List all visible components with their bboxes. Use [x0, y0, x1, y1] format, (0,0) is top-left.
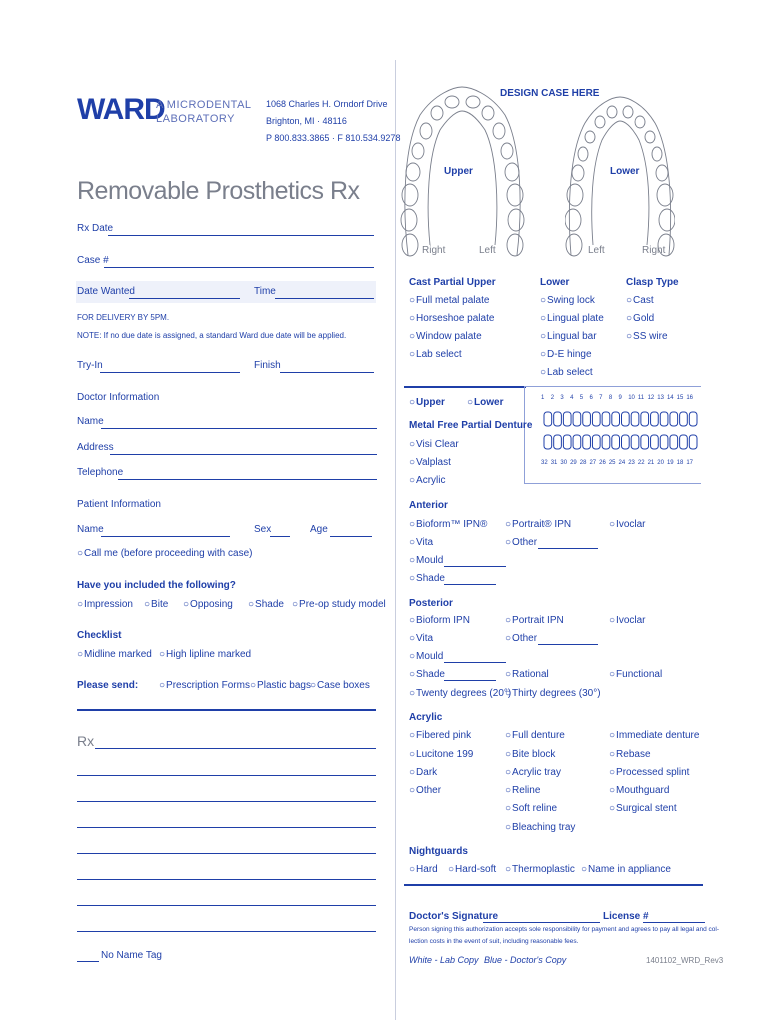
case-number-label: Case # [77, 255, 109, 266]
bite-checkbox[interactable]: ○ Bite [144, 599, 168, 610]
disclaimer-line-2: lection costs in the event of suit, including reasonable fees. [409, 938, 579, 945]
visi-clear-checkbox[interactable]: ○ Visi Clear [409, 439, 459, 450]
call-me-checkbox[interactable]: ○ Call me (before proceeding with case) [77, 548, 252, 559]
dark-checkbox[interactable]: ○ Dark [409, 767, 437, 778]
upper-tooth-number-9: 9 [618, 395, 622, 401]
rx-divider [77, 709, 376, 711]
page-title: Removable Prosthetics Rx [77, 177, 360, 205]
posterior-shade-checkbox[interactable]: ○ Shade [409, 669, 445, 680]
lower-tooth-17[interactable] [689, 435, 697, 449]
upper-tooth-number-13: 13 [657, 395, 664, 401]
finish-label: Finish [254, 360, 281, 371]
acrylic-tray-checkbox[interactable]: ○ Acrylic tray [505, 767, 561, 778]
upper-tooth-15[interactable] [680, 412, 688, 426]
case-number-field[interactable] [104, 267, 374, 268]
anterior-other-field[interactable] [538, 548, 598, 549]
doctor-name-field[interactable] [101, 428, 377, 429]
de-hinge-checkbox[interactable]: ○ D-E hinge [540, 349, 592, 360]
functional-checkbox[interactable]: ○ Functional [609, 669, 662, 680]
lower-tooth-number-18: 18 [676, 460, 684, 466]
upper-tooth-12[interactable] [651, 412, 659, 426]
valplast-checkbox[interactable]: ○ Valplast [409, 457, 451, 468]
metal-free-upper-checkbox[interactable]: ○ Upper [409, 397, 445, 408]
processed-splint-checkbox[interactable]: ○ Processed splint [609, 767, 689, 778]
tooth-chart[interactable] [543, 410, 698, 455]
logo-tagline-1: A MICRODENTAL [156, 99, 252, 111]
doctor-name-label: Name [77, 416, 104, 427]
shade-checkbox[interactable]: ○ Shade [248, 599, 284, 610]
checklist-heading: Checklist [77, 630, 122, 641]
clasp-gold-checkbox[interactable]: ○ Gold [626, 313, 654, 324]
posterior-shade-field[interactable] [444, 680, 496, 681]
acrylic-heading: Acrylic [409, 712, 443, 723]
posterior-heading: Posterior [409, 598, 453, 609]
lower-tooth-32[interactable] [544, 435, 552, 449]
upper-tooth-11[interactable] [641, 412, 649, 426]
posterior-other-field[interactable] [538, 644, 598, 645]
form-number: 1401102_WRD_Rev3 [646, 956, 724, 965]
upper-tooth-14[interactable] [670, 412, 678, 426]
anterior-other-checkbox[interactable]: ○ Other [505, 537, 537, 548]
doctor-address-field[interactable] [110, 454, 377, 455]
upper-tooth-6[interactable] [592, 412, 600, 426]
lower-tooth-number-28: 28 [579, 460, 587, 466]
anterior-shade-checkbox[interactable]: ○ Shade [409, 573, 445, 584]
date-wanted-field[interactable] [129, 298, 240, 299]
reline-checkbox[interactable]: ○ Reline [505, 785, 540, 796]
upper-tooth-number-7: 7 [599, 395, 603, 401]
swing-lock-checkbox[interactable]: ○ Swing lock [540, 295, 595, 306]
sex-field[interactable] [270, 536, 290, 537]
lower-tooth-number-19: 19 [666, 460, 674, 466]
full-denture-checkbox[interactable]: ○ Full denture [505, 730, 565, 741]
upper-tooth-7[interactable] [602, 412, 610, 426]
posterior-ivoclar-checkbox[interactable]: ○ Ivoclar [609, 615, 646, 626]
upper-tooth-number-15: 15 [676, 395, 684, 401]
column-divider [395, 60, 396, 1020]
lower-tooth-19[interactable] [670, 435, 678, 449]
upper-tooth-4[interactable] [573, 412, 581, 426]
anterior-shade-field[interactable] [444, 584, 496, 585]
lower-tooth-23[interactable] [631, 435, 639, 449]
doctor-telephone-field[interactable] [118, 479, 377, 480]
upper-arch-label: Upper [444, 166, 473, 177]
lower-tooth-number-21: 21 [647, 460, 655, 466]
lower-tooth-24[interactable] [622, 435, 630, 449]
acrylic-other-checkbox[interactable]: ○ Other [409, 785, 441, 796]
lower-tooth-number-25: 25 [608, 460, 616, 466]
upper-tooth-numbers [541, 395, 696, 405]
lower-arch-diagram [565, 95, 675, 265]
cast-partial-upper-heading: Cast Partial Upper [409, 277, 496, 288]
upper-tooth-number-4: 4 [570, 395, 574, 401]
posterior-mould-checkbox[interactable]: ○ Mould [409, 651, 443, 662]
lower-left-label: Left [588, 245, 605, 256]
lower-tooth-31[interactable] [554, 435, 562, 449]
finish-field[interactable] [280, 372, 374, 373]
lipline-checkbox[interactable]: ○ High lipline marked [159, 649, 251, 660]
lingual-bar-checkbox[interactable]: ○ Lingual bar [540, 331, 597, 342]
rebase-checkbox[interactable]: ○ Rebase [609, 749, 651, 760]
anterior-bioform-checkbox[interactable]: ○ Bioform™ IPN® [409, 519, 487, 530]
anterior-mould-checkbox[interactable]: ○ Mould [409, 555, 443, 566]
anterior-portrait-checkbox[interactable]: ○ Portrait® IPN [505, 519, 571, 530]
window-palate-checkbox[interactable]: ○ Window palate [409, 331, 482, 342]
impression-checkbox[interactable]: ○ Impression [77, 599, 133, 610]
upper-tooth-9[interactable] [622, 412, 630, 426]
lower-tooth-number-27: 27 [589, 460, 597, 466]
lower-tooth-number-31: 31 [550, 460, 558, 466]
patient-name-label: Name [77, 524, 104, 535]
acrylic-mf-checkbox[interactable]: ○ Acrylic [409, 475, 446, 486]
upper-right-label: Right [422, 245, 446, 256]
posterior-vita-checkbox[interactable]: ○ Vita [409, 633, 433, 644]
disclaimer-line-1: Person signing this authorization accepts sole responsibility for payment and agrees to pay all legal and col- [409, 926, 720, 933]
pre-op-checkbox[interactable]: ○ Pre-op study model [292, 599, 386, 610]
anterior-heading: Anterior [409, 500, 448, 511]
anterior-mould-field[interactable] [444, 566, 506, 567]
upper-tooth-number-10: 10 [628, 395, 635, 401]
upper-tooth-3[interactable] [563, 412, 571, 426]
hard-checkbox[interactable]: ○ Hard [409, 864, 438, 875]
license-field[interactable] [643, 922, 705, 923]
date-wanted-label: Date Wanted [77, 286, 135, 297]
lower-tooth-number-17: 17 [686, 460, 693, 466]
logo-tagline-2: LABORATORY [156, 113, 235, 125]
lower-tooth-number-24: 24 [618, 460, 626, 466]
clasp-type-heading: Clasp Type [626, 277, 679, 288]
lower-tooth-20[interactable] [660, 435, 668, 449]
bleaching-tray-checkbox[interactable]: ○ Bleaching tray [505, 822, 575, 833]
fibered-pink-checkbox[interactable]: ○ Fibered pink [409, 730, 471, 741]
upper-tooth-number-5: 5 [579, 395, 584, 401]
time-label: Time [254, 286, 276, 297]
lower-tooth-numbers [541, 460, 696, 470]
opposing-checkbox[interactable]: ○ Opposing [183, 599, 233, 610]
upper-left-label: Left [479, 245, 496, 256]
upper-tooth-number-2: 2 [550, 395, 555, 401]
rx-label: Rx [77, 733, 95, 749]
prescription-forms-checkbox[interactable]: ○ Prescription Forms [159, 680, 250, 691]
upper-tooth-16[interactable] [689, 412, 697, 426]
upper-tooth-number-16: 16 [686, 395, 693, 401]
logo: WARD [77, 93, 165, 126]
lower-tooth-number-20: 20 [657, 460, 664, 466]
anterior-ivoclar-checkbox[interactable]: ○ Ivoclar [609, 519, 646, 530]
metal-free-top-rule [404, 386, 526, 388]
lower-tooth-number-26: 26 [599, 460, 606, 466]
lab-phone: P 800.833.3865 · F 810.534.9278 [266, 133, 401, 143]
lower-tooth-number-30: 30 [560, 460, 568, 466]
metal-free-lower-checkbox[interactable]: ○ Lower [467, 397, 504, 408]
clasp-ss-wire-checkbox[interactable]: ○ SS wire [626, 331, 668, 342]
age-field[interactable] [330, 536, 372, 537]
lower-tooth-number-29: 29 [570, 460, 577, 466]
rx-line-5[interactable] [77, 853, 376, 854]
time-field[interactable] [275, 298, 374, 299]
lab-select-upper-checkbox[interactable]: ○ Lab select [409, 349, 462, 360]
lower-arch-label: Lower [610, 166, 640, 177]
patient-name-field[interactable] [101, 536, 230, 537]
doctor-address-label: Address [77, 442, 114, 453]
anterior-vita-checkbox[interactable]: ○ Vita [409, 537, 433, 548]
lower-tooth-22[interactable] [641, 435, 649, 449]
metal-free-heading: Metal Free Partial Denture [409, 420, 533, 431]
name-in-appliance-checkbox[interactable]: ○ Name in appliance [581, 864, 671, 875]
posterior-bioform-checkbox[interactable]: ○ Bioform IPN [409, 615, 470, 626]
cast-lower-heading: Lower [540, 277, 570, 288]
upper-tooth-number-11: 11 [637, 395, 645, 401]
signature-divider [404, 884, 703, 886]
rx-line-6[interactable] [77, 879, 376, 880]
posterior-other-checkbox[interactable]: ○ Other [505, 633, 537, 644]
design-case-title: DESIGN CASE HERE [500, 88, 600, 99]
rx-date-field[interactable] [108, 235, 374, 236]
case-boxes-checkbox[interactable]: ○ Case boxes [310, 680, 370, 691]
upper-tooth-number-14: 14 [666, 395, 674, 401]
sex-label: Sex [254, 524, 272, 535]
lower-tooth-number-23: 23 [628, 460, 635, 466]
try-in-label: Try-In [77, 360, 103, 371]
rx-line-2[interactable] [77, 775, 376, 776]
surgical-stent-checkbox[interactable]: ○ Surgical stent [609, 803, 677, 814]
mouthguard-checkbox[interactable]: ○ Mouthguard [609, 785, 669, 796]
no-name-tag-field[interactable] [77, 961, 99, 962]
doctor-info-heading: Doctor Information [77, 392, 160, 403]
thermoplastic-checkbox[interactable]: ○ Thermoplastic [505, 864, 575, 875]
thirty-degrees-checkbox[interactable]: ○ Thirty degrees (30°) [505, 688, 601, 699]
lucitone-checkbox[interactable]: ○ Lucitone 199 [409, 749, 473, 760]
soft-reline-checkbox[interactable]: ○ Soft reline [505, 803, 557, 814]
upper-tooth-number-12: 12 [647, 395, 655, 401]
upper-tooth-13[interactable] [660, 412, 668, 426]
rx-date-label: Rx Date [77, 223, 114, 234]
no-name-tag-label: No Name Tag [101, 950, 162, 961]
doctor-telephone-label: Telephone [77, 467, 124, 478]
upper-tooth-number-1: 1 [541, 395, 545, 401]
lower-tooth-30[interactable] [563, 435, 571, 449]
blue-copy-note: Blue - Doctor's Copy [484, 955, 567, 965]
upper-tooth-10[interactable] [631, 412, 639, 426]
nightguards-heading: Nightguards [409, 846, 468, 857]
twenty-degrees-checkbox[interactable]: ○ Twenty degrees (20°) [409, 688, 511, 699]
due-date-note: NOTE: If no due date is assigned, a standard Ward due date will be applied. [77, 331, 347, 340]
lower-tooth-18[interactable] [680, 435, 688, 449]
lab-address-1: 1068 Charles H. Orndorf Drive [266, 99, 388, 109]
lab-select-lower-checkbox[interactable]: ○ Lab select [540, 367, 593, 378]
hard-soft-checkbox[interactable]: ○ Hard-soft [448, 864, 496, 875]
lower-tooth-21[interactable] [651, 435, 659, 449]
please-send-label: Please send: [77, 680, 139, 691]
rx-line-7[interactable] [77, 905, 376, 906]
age-label: Age [310, 524, 328, 535]
lingual-plate-checkbox[interactable]: ○ Lingual plate [540, 313, 604, 324]
rational-checkbox[interactable]: ○ Rational [505, 669, 549, 680]
immediate-denture-checkbox[interactable]: ○ Immediate denture [609, 730, 699, 741]
included-question: Have you included the following? [77, 580, 236, 591]
try-in-field[interactable] [100, 372, 240, 373]
lower-tooth-29[interactable] [573, 435, 581, 449]
upper-tooth-number-8: 8 [608, 395, 613, 401]
lower-tooth-27[interactable] [592, 435, 600, 449]
lab-address-2: Brighton, MI · 48116 [266, 116, 347, 126]
rx-line-3[interactable] [77, 801, 376, 802]
upper-tooth-number-3: 3 [560, 395, 564, 401]
lower-right-label: Right [642, 245, 666, 256]
upper-tooth-5[interactable] [583, 412, 591, 426]
white-copy-note: White - Lab Copy [409, 955, 479, 965]
doctor-signature-field[interactable] [483, 922, 600, 923]
lower-tooth-number-22: 22 [637, 460, 645, 466]
license-label: License # [603, 911, 649, 922]
full-metal-palate-checkbox[interactable]: ○ Full metal palate [409, 295, 489, 306]
lower-tooth-number-32: 32 [541, 460, 548, 466]
upper-tooth-2[interactable] [554, 412, 562, 426]
rx-line-8[interactable] [77, 931, 376, 932]
patient-info-heading: Patient Information [77, 499, 161, 510]
horseshoe-palate-checkbox[interactable]: ○ Horseshoe palate [409, 313, 494, 324]
posterior-mould-field[interactable] [444, 662, 506, 663]
lower-tooth-25[interactable] [612, 435, 620, 449]
clasp-cast-checkbox[interactable]: ○ Cast [626, 295, 654, 306]
bite-block-checkbox[interactable]: ○ Bite block [505, 749, 555, 760]
rx-line-1[interactable] [95, 748, 376, 749]
lower-tooth-26[interactable] [602, 435, 610, 449]
midline-checkbox[interactable]: ○ Midline marked [77, 649, 152, 660]
upper-tooth-8[interactable] [612, 412, 620, 426]
upper-tooth-1[interactable] [544, 412, 552, 426]
doctor-signature-label: Doctor's Signature [409, 911, 499, 922]
upper-tooth-number-6: 6 [589, 395, 593, 401]
rx-line-4[interactable] [77, 827, 376, 828]
delivery-note: FOR DELIVERY BY 5PM. [77, 313, 170, 322]
lower-tooth-28[interactable] [583, 435, 591, 449]
posterior-portrait-checkbox[interactable]: ○ Portrait IPN [505, 615, 564, 626]
plastic-bags-checkbox[interactable]: ○ Plastic bags [250, 680, 311, 691]
